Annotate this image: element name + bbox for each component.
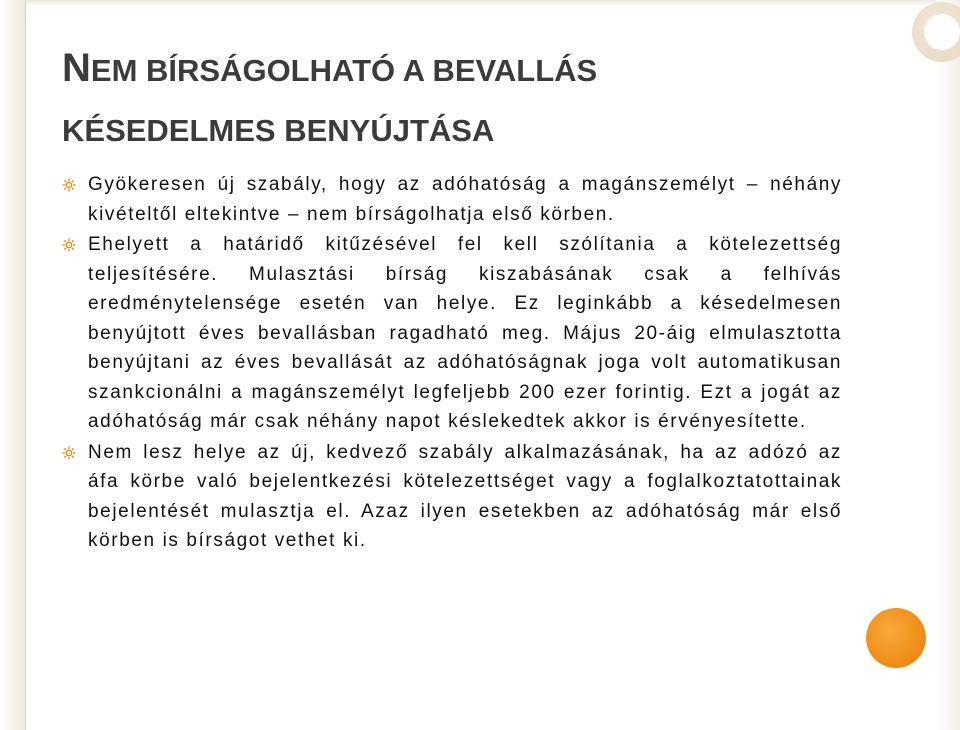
sunburst-bullet-icon (62, 178, 76, 192)
bullet-item (62, 230, 842, 437)
bullet-text: Gyökeresen új szabály, hogy az adóhatóság a magánszemélyt – néhány kivételtől eltekintve – nem bírságolhatja első körben. (88, 174, 842, 225)
bullet-text: Nem lesz helye az új, kedvező szabály alkalmazásának, ha az adózó az áfa körbe való bejelentkezési kötelezettséget vagy a foglalkoztatottainak bejelentését mulasztja el. Azaz ilyen esetekben az adóhatóság már első körben is bírságot vethet ki. (88, 441, 842, 551)
decorative-orange-circle (866, 608, 926, 668)
title-line-1 (62, 38, 862, 101)
sunburst-bullet-icon (62, 446, 76, 460)
decorative-ring (912, 2, 960, 62)
title-line-1-text: EM BÍRSÁGOLHATÓ A BEVALLÁS (90, 53, 598, 88)
bullet-item (62, 438, 842, 556)
top-decoration (0, 0, 960, 6)
title-line-2: KÉSEDELMES BENYÚJTÁSA (62, 113, 495, 148)
slide-title (62, 38, 862, 161)
sunburst-bullet-icon (62, 238, 76, 252)
bullet-text: Ehelyett a határidő kitűzésével fel kell szólítania a kötelezettség teljesítésére. Mulasztási bírság kiszabásának csak a felhívás eredménytelensége esetén van helye. Ez leginkább a késedelmesen benyújtott éves bevallásban ragadható meg. Május 20-áig elmulasztotta benyújtani az éves bevallását az adóhatóságnak joga volt automatikusan szankcionálni a magánszemélyt legfeljebb 200 ezer forintig. Ezt a jogát az adóhatóság már csak néhány napot késlekedtek akkor is érvényesítette. (88, 234, 842, 432)
right-decorative-band (936, 0, 960, 730)
bullet-item (62, 170, 842, 229)
left-decorative-band (0, 0, 26, 730)
slide-body (62, 170, 842, 557)
title-initial: N (62, 46, 91, 90)
